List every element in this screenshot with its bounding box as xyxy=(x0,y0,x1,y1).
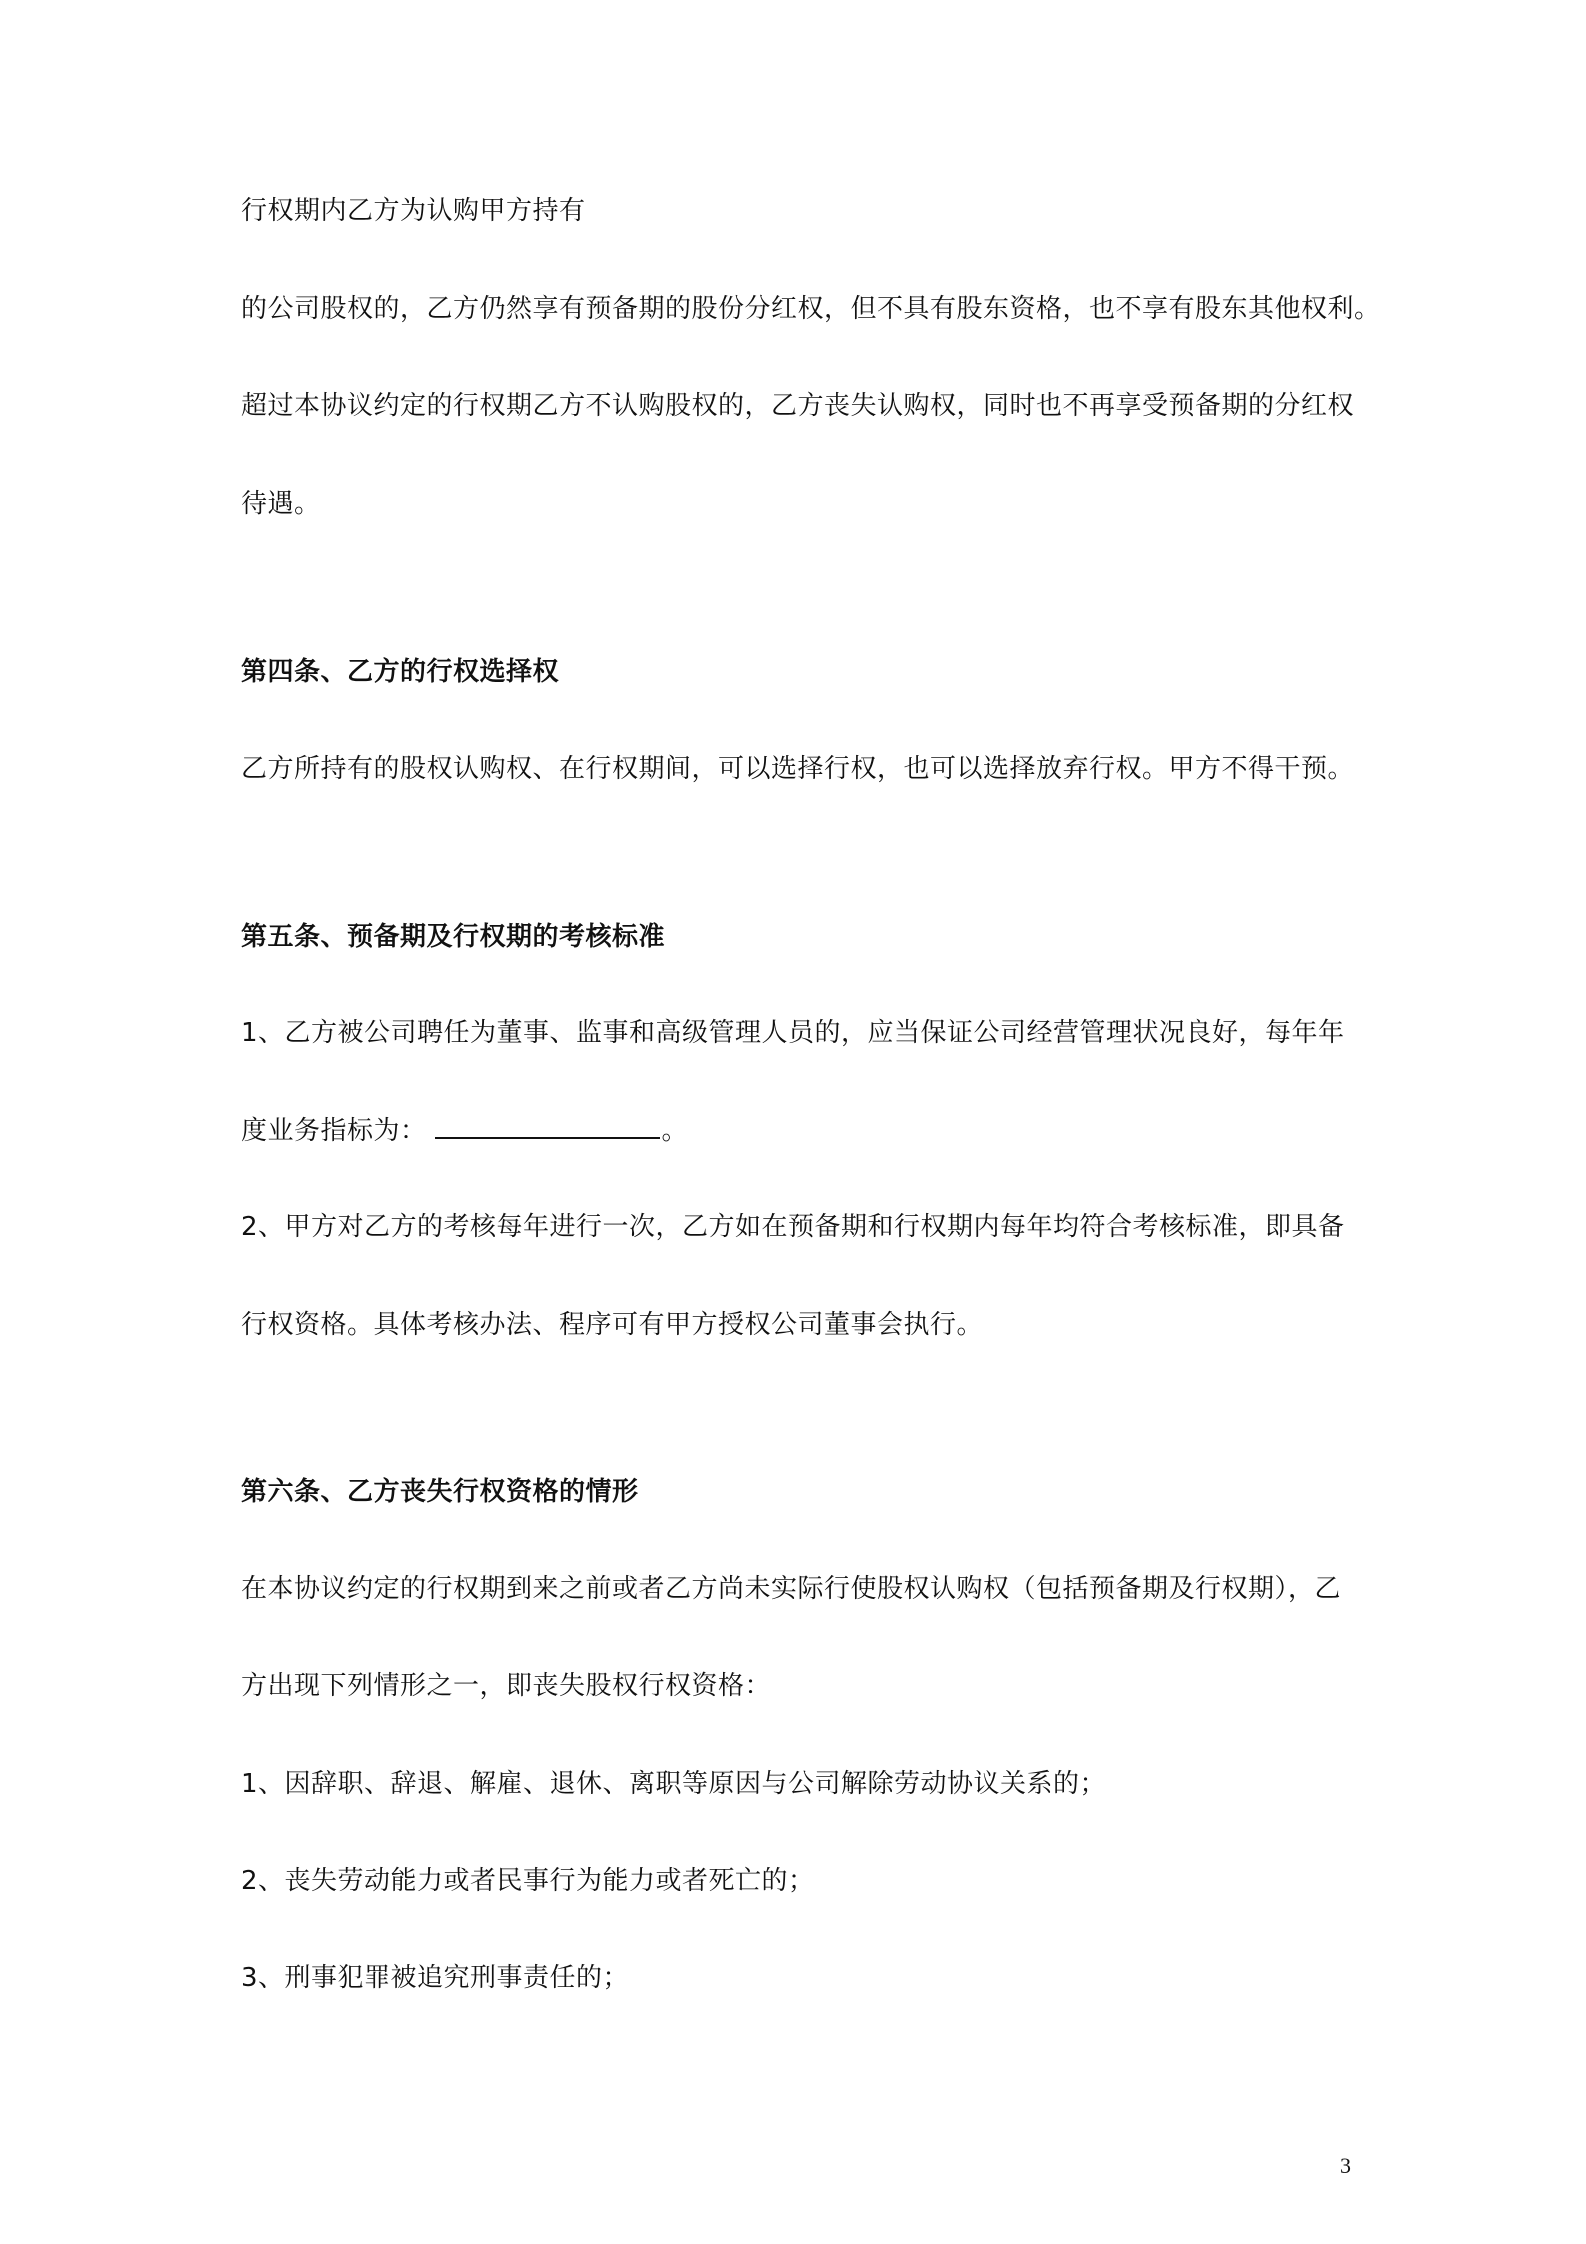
period-mark: 。 xyxy=(661,1116,689,1146)
paragraph-line: 乙方所持有的股权认购权、在行权期间，可以选择行权，也可以选择放弃行权。甲方不得干预。 xyxy=(241,754,1355,784)
page-number: 3 xyxy=(1340,2153,1351,2178)
paragraph-line: 2、甲方对乙方的考核每年进行一次，乙方如在预备期和行权期内每年均符合考核标准，即具备 xyxy=(241,1212,1345,1242)
article-heading: 第五条、预备期及行权期的考核标准 xyxy=(241,922,666,952)
list-item: 1、因辞职、辞退、解雇、退休、离职等原因与公司解除劳动协议关系的； xyxy=(241,1769,1107,1799)
field-label: 度业务指标为： xyxy=(241,1116,427,1146)
paragraph-line: 行权期内乙方为认购甲方持有 xyxy=(241,196,586,226)
paragraph-line: 方出现下列情形之一，即丧失股权行权资格： xyxy=(241,1671,772,1701)
paragraph-line: 超过本协议约定的行权期乙方不认购股权的，乙方丧失认购权，同时也不再享受预备期的分红权 xyxy=(241,391,1355,421)
paragraph-line-with-blank xyxy=(241,1114,688,1148)
article-heading: 第四条、乙方的行权选择权 xyxy=(241,657,560,687)
paragraph-line: 的公司股权的，乙方仍然享有预备期的股份分红权，但不具有股东资格，也不享有股东其他权利。 xyxy=(241,294,1381,324)
paragraph-line: 待遇。 xyxy=(241,489,321,519)
list-item: 3、刑事犯罪被追究刑事责任的； xyxy=(241,1963,630,1993)
paragraph-line: 在本协议约定的行权期到来之前或者乙方尚未实际行使股权认购权（包括预备期及行权期），乙 xyxy=(241,1574,1342,1604)
paragraph-line: 行权资格。具体考核办法、程序可有甲方授权公司董事会执行。 xyxy=(241,1310,984,1340)
article-heading: 第六条、乙方丧失行权资格的情形 xyxy=(241,1477,639,1507)
list-item: 2、丧失劳动能力或者民事行为能力或者死亡的； xyxy=(241,1866,815,1896)
paragraph-line: 1、乙方被公司聘任为董事、监事和高级管理人员的，应当保证公司经营管理状况良好，每年年 xyxy=(241,1018,1345,1048)
blank-fill-line xyxy=(435,1115,660,1139)
